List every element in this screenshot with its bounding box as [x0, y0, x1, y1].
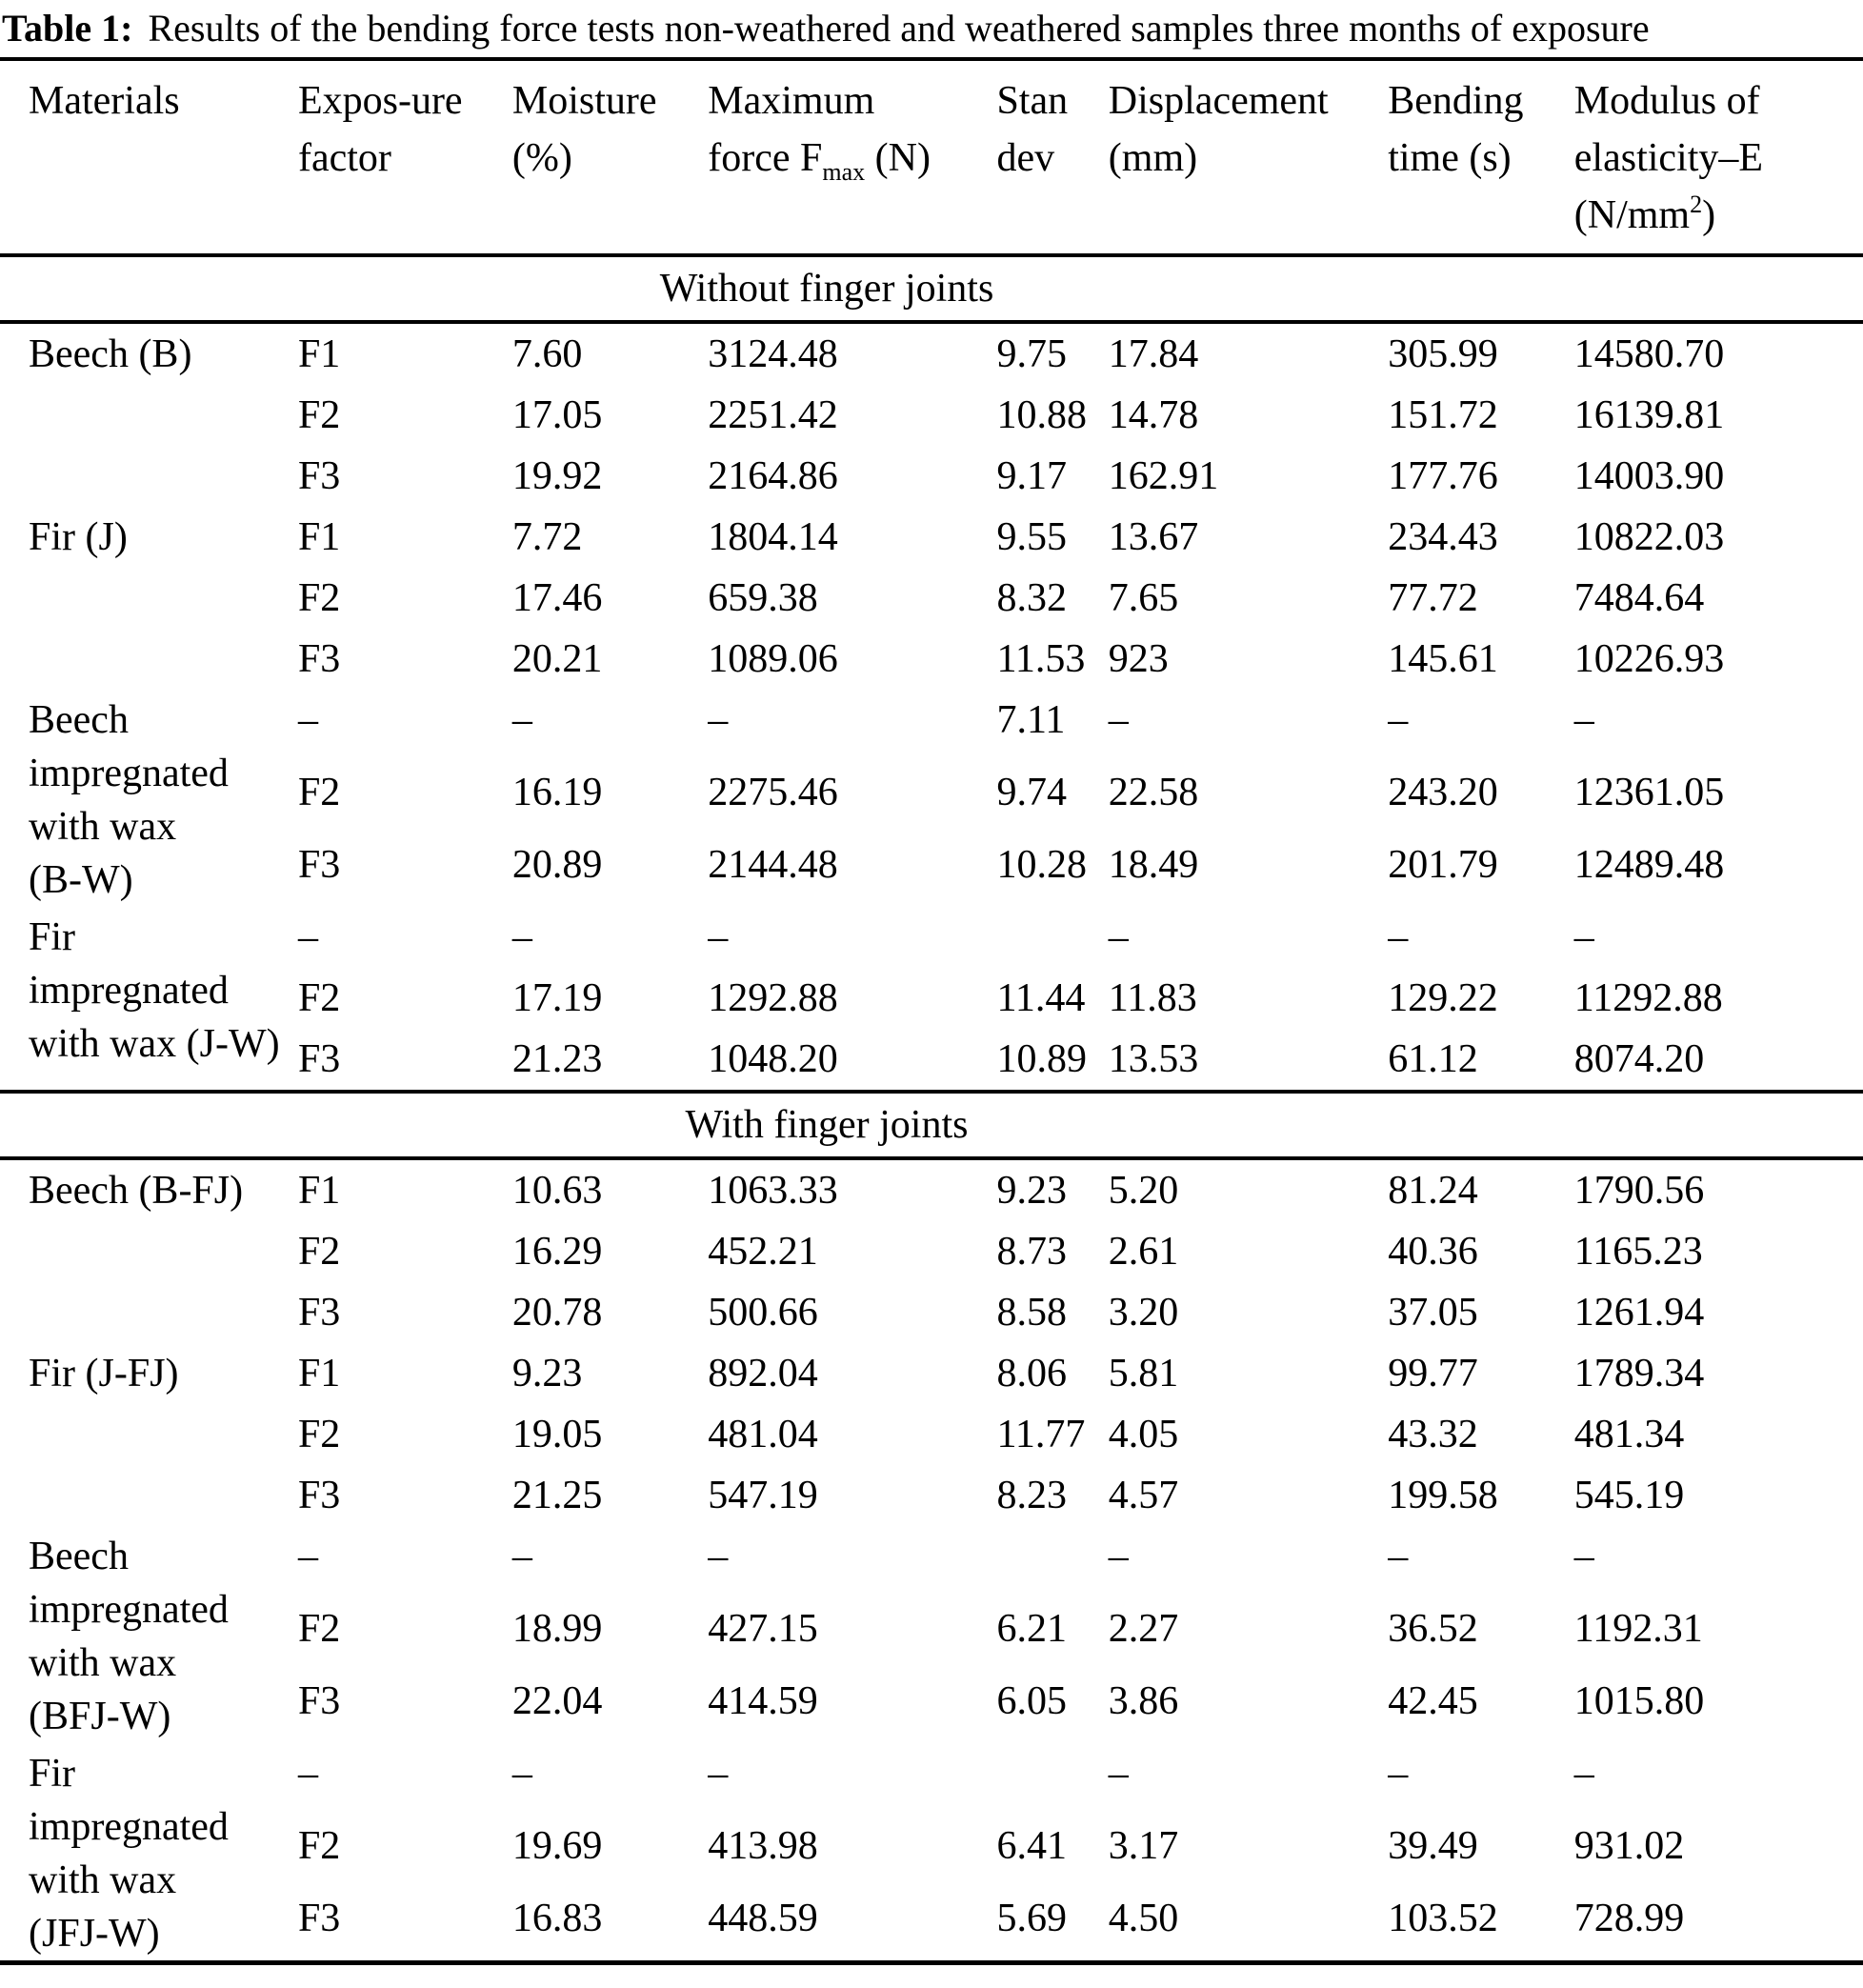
material-name-line: with wax [29, 1858, 177, 1902]
cell-bending-time: 201.79 [1388, 843, 1498, 887]
cell-modulus: 8074.20 [1573, 1037, 1705, 1081]
cell-displacement: 3.86 [1108, 1679, 1179, 1723]
cell-displacement: 162.91 [1108, 454, 1219, 498]
cell-modulus: 12489.48 [1573, 843, 1725, 887]
material-name-line: impregnated [29, 969, 229, 1013]
cell-max-force: 2251.42 [708, 393, 838, 437]
cell-moisture: 17.05 [511, 393, 603, 437]
cell-stan-dev: 9.17 [996, 454, 1067, 498]
cell-modulus: 1261.94 [1573, 1291, 1705, 1335]
cell-moisture: 20.78 [511, 1291, 603, 1335]
cell-factor: – [297, 1535, 318, 1578]
col-header-materials [0, 59, 298, 255]
cell-max-force: 892.04 [708, 1352, 818, 1396]
cell-bending-time: 61.12 [1388, 1037, 1478, 1081]
col-header-label: dev [996, 136, 1055, 180]
material-name-line: Beech (B) [29, 332, 192, 376]
cell-modulus: 16139.81 [1573, 393, 1725, 437]
cell-factor: F1 [297, 1169, 341, 1213]
cell-stan-dev: 8.73 [996, 1230, 1067, 1274]
section-header: Without finger joints [0, 255, 1863, 322]
cell-stan-dev [996, 1526, 1108, 1598]
cell-bending-time: 43.32 [1388, 1413, 1478, 1456]
col-header-label [1574, 187, 1863, 244]
cell-stan-dev: 7.11 [996, 698, 1066, 742]
cell-factor: F2 [297, 1413, 341, 1456]
cell-moisture: – [511, 1535, 532, 1578]
force-symbol-subscript: max [822, 158, 866, 186]
material-name-line: Beech (B-FJ) [29, 1169, 244, 1213]
col-header-displacement [1109, 59, 1388, 255]
force-symbol-pre: force F [708, 136, 823, 180]
cell-modulus: 11292.88 [1573, 976, 1723, 1020]
cell-factor: F3 [297, 1037, 341, 1081]
cell-stan-dev: 9.75 [996, 332, 1067, 376]
section-header: With finger joints [0, 1092, 1863, 1158]
col-header-label: Stan [996, 79, 1069, 123]
cell-max-force: 2275.46 [708, 771, 838, 814]
cell-stan-dev: 9.55 [996, 515, 1067, 559]
cell-factor: F3 [297, 1291, 341, 1335]
col-header-label: Materials [29, 79, 180, 123]
material-name-line: impregnated [29, 1805, 229, 1849]
col-header-max-force [708, 59, 996, 255]
cell-displacement: 3.17 [1108, 1823, 1179, 1868]
cell-modulus: 931.02 [1573, 1823, 1685, 1868]
cell-factor: F3 [297, 1896, 341, 1940]
data-row [0, 690, 1863, 762]
cell-displacement: 13.53 [1108, 1037, 1199, 1081]
cell-modulus: 10226.93 [1573, 637, 1725, 681]
cell-stan-dev: 11.44 [996, 976, 1086, 1020]
cell-max-force: 448.59 [708, 1896, 818, 1940]
cell-factor: F2 [297, 1823, 341, 1868]
cell-factor: F1 [297, 332, 341, 376]
cell-max-force: 452.21 [708, 1230, 818, 1274]
cell-factor: F2 [297, 1607, 341, 1651]
cell-moisture: 7.60 [511, 332, 583, 376]
cell-max-force: 547.19 [708, 1474, 818, 1517]
col-header-label: Expos-ure [297, 79, 463, 123]
data-row [0, 1743, 1863, 1816]
cell-displacement: 22.58 [1108, 771, 1199, 814]
cell-stan-dev: 8.06 [996, 1352, 1067, 1396]
cell-stan-dev [996, 1743, 1108, 1816]
data-row [0, 322, 1863, 385]
cell-bending-time: 177.76 [1388, 454, 1498, 498]
cell-modulus: 1789.34 [1573, 1352, 1705, 1396]
cell-max-force: 1804.14 [708, 515, 838, 559]
material-name-cell [0, 1343, 298, 1526]
cell-modulus: 481.34 [1573, 1413, 1685, 1456]
cell-modulus: 1192.31 [1573, 1607, 1703, 1651]
cell-modulus: 7484.64 [1573, 576, 1705, 620]
material-name-line: impregnated [29, 752, 229, 795]
cell-factor: F2 [297, 576, 341, 620]
cell-moisture: – [511, 1752, 532, 1796]
cell-bending-time: 243.20 [1388, 771, 1498, 814]
cell-displacement: – [1108, 1752, 1129, 1796]
material-name-line: Fir (J) [29, 515, 128, 559]
col-header-label: Moisture [511, 79, 657, 123]
cell-stan-dev: 11.53 [996, 637, 1086, 681]
cell-displacement: – [1108, 915, 1129, 959]
cell-bending-time: 305.99 [1388, 332, 1498, 376]
section-header-row [0, 255, 1863, 322]
cell-max-force: 481.04 [708, 1413, 818, 1456]
cell-stan-dev: 8.32 [996, 576, 1067, 620]
cell-displacement: 5.81 [1108, 1352, 1179, 1396]
cell-stan-dev: 5.69 [996, 1896, 1067, 1940]
col-header-label: time (s) [1388, 136, 1512, 180]
cell-bending-time: 129.22 [1388, 976, 1498, 1020]
table-caption-text: Results of the bending force tests non-weathered and weathered samples three months of exposure [148, 7, 1650, 50]
cell-factor: F1 [297, 1352, 341, 1396]
material-name-line: (B-W) [29, 858, 133, 902]
cell-modulus: – [1573, 1535, 1594, 1578]
data-row [0, 1526, 1863, 1598]
cell-stan-dev: 9.23 [996, 1169, 1067, 1213]
col-header-label: (%) [511, 136, 572, 180]
cell-max-force: 1292.88 [708, 976, 838, 1020]
cell-moisture: 21.23 [511, 1037, 603, 1081]
cell-displacement: 5.20 [1108, 1169, 1179, 1213]
col-header-bending-time [1388, 59, 1574, 255]
cell-max-force: 2144.48 [708, 843, 838, 887]
cell-factor: F3 [297, 637, 341, 681]
table-caption-label: Table 1: [2, 7, 133, 50]
modulus-unit-superscript: 2 [1690, 191, 1703, 218]
cell-modulus: 1790.56 [1573, 1169, 1705, 1213]
col-header-stan-dev [996, 59, 1108, 255]
cell-stan-dev: 6.05 [996, 1679, 1067, 1723]
data-row [0, 907, 1863, 968]
cell-displacement: 3.20 [1108, 1291, 1179, 1335]
cell-bending-time: 42.45 [1388, 1679, 1478, 1723]
cell-stan-dev: 6.21 [996, 1607, 1067, 1651]
cell-factor: – [297, 698, 318, 742]
col-header-label: Modulus of [1573, 79, 1760, 123]
cell-stan-dev [996, 907, 1108, 968]
cell-moisture: 16.83 [511, 1896, 603, 1940]
cell-bending-time: 234.43 [1388, 515, 1498, 559]
cell-displacement: 2.27 [1108, 1607, 1179, 1651]
cell-bending-time: 81.24 [1388, 1169, 1478, 1213]
cell-max-force: 413.98 [708, 1823, 818, 1868]
cell-max-force: 427.15 [708, 1607, 818, 1651]
cell-displacement: 14.78 [1108, 393, 1199, 437]
cell-max-force: 3124.48 [708, 332, 838, 376]
cell-displacement: 4.50 [1108, 1896, 1179, 1940]
cell-modulus: 14580.70 [1573, 332, 1725, 376]
material-name-cell [0, 690, 298, 907]
material-name-cell [0, 1526, 298, 1743]
cell-moisture: 19.92 [511, 454, 603, 498]
cell-max-force: – [708, 1752, 729, 1796]
cell-displacement: 4.57 [1108, 1474, 1179, 1517]
cell-max-force: 414.59 [708, 1679, 818, 1723]
cell-moisture: 20.21 [511, 637, 603, 681]
cell-moisture: – [511, 698, 532, 742]
cell-bending-time: 99.77 [1388, 1352, 1478, 1396]
section-header-row [0, 1092, 1863, 1158]
material-name-cell [0, 322, 298, 507]
cell-bending-time: 145.61 [1388, 637, 1498, 681]
results-table [0, 57, 1863, 1965]
cell-moisture: 22.04 [511, 1679, 603, 1723]
cell-bending-time: 37.05 [1388, 1291, 1478, 1335]
col-header-label: elasticity–E [1573, 136, 1764, 180]
material-name-line: (JFJ-W) [29, 1912, 160, 1956]
cell-modulus: – [1573, 698, 1594, 742]
cell-factor: F2 [297, 771, 341, 814]
cell-stan-dev: 10.28 [996, 843, 1087, 887]
data-row [0, 1158, 1863, 1221]
cell-stan-dev: 8.23 [996, 1474, 1067, 1517]
cell-max-force: 500.66 [708, 1291, 818, 1335]
cell-displacement: 2.61 [1108, 1230, 1179, 1274]
cell-factor: F1 [297, 515, 341, 559]
cell-max-force: 1048.20 [708, 1037, 838, 1081]
cell-displacement: 13.67 [1108, 515, 1199, 559]
cell-modulus: 728.99 [1573, 1896, 1685, 1940]
cell-factor: F3 [297, 843, 341, 887]
cell-bending-time: 199.58 [1388, 1474, 1498, 1517]
material-name-line: with wax [29, 1641, 177, 1685]
col-header-modulus [1574, 59, 1863, 255]
material-name-line: Fir [29, 915, 76, 959]
cell-max-force: – [708, 1535, 729, 1578]
cell-factor: F3 [297, 1474, 341, 1517]
cell-bending-time: – [1388, 698, 1409, 742]
material-name-line: impregnated [29, 1588, 229, 1632]
data-row [0, 507, 1863, 568]
cell-displacement: – [1108, 698, 1129, 742]
cell-modulus: 12361.05 [1573, 771, 1725, 814]
cell-bending-time: – [1388, 1535, 1409, 1578]
cell-bending-time: 151.72 [1388, 393, 1498, 437]
cell-moisture: 16.19 [511, 771, 603, 814]
cell-max-force: 1089.06 [708, 637, 838, 681]
cell-moisture: 16.29 [511, 1230, 603, 1274]
cell-factor: – [297, 915, 318, 959]
cell-max-force: – [708, 698, 729, 742]
cell-moisture: – [511, 915, 532, 959]
modulus-unit-post: ) [1702, 193, 1716, 237]
col-header-label: factor [297, 136, 391, 180]
cell-stan-dev: 9.74 [996, 771, 1067, 814]
cell-factor: – [297, 1752, 318, 1796]
cell-displacement: 4.05 [1108, 1413, 1179, 1456]
cell-factor: F2 [297, 976, 341, 1020]
cell-modulus: 545.19 [1573, 1474, 1685, 1517]
cell-displacement: 11.83 [1108, 976, 1197, 1020]
col-header-label: Displacement [1108, 79, 1329, 123]
material-name-cell [0, 1743, 298, 1963]
cell-max-force: – [708, 915, 729, 959]
cell-moisture: 18.99 [511, 1607, 603, 1651]
cell-moisture: 19.05 [511, 1413, 603, 1456]
modulus-unit-pre: (N/mm [1573, 193, 1691, 237]
cell-displacement: 7.65 [1108, 576, 1179, 620]
cell-moisture: 10.63 [511, 1169, 603, 1213]
cell-factor: F2 [297, 1230, 341, 1274]
cell-modulus: 10822.03 [1573, 515, 1725, 559]
col-header-label: (mm) [1108, 136, 1198, 180]
cell-max-force: 659.38 [708, 576, 818, 620]
material-name-line: Fir [29, 1752, 76, 1796]
cell-stan-dev: 10.89 [996, 1037, 1087, 1081]
data-row [0, 1343, 1863, 1404]
col-header-exposure-factor [298, 59, 512, 255]
cell-bending-time: – [1388, 915, 1409, 959]
cell-stan-dev: 10.88 [996, 393, 1087, 437]
cell-max-force: 1063.33 [708, 1169, 838, 1213]
cell-factor: F3 [297, 454, 341, 498]
cell-moisture: 21.25 [511, 1474, 603, 1517]
cell-stan-dev: 11.77 [996, 1413, 1086, 1456]
cell-stan-dev: 6.41 [996, 1823, 1067, 1868]
cell-bending-time: 77.72 [1388, 576, 1478, 620]
cell-bending-time: 40.36 [1388, 1230, 1478, 1274]
material-name-line: (BFJ-W) [29, 1695, 171, 1738]
col-header-moisture [512, 59, 708, 255]
cell-modulus: – [1573, 1752, 1594, 1796]
cell-bending-time: 36.52 [1388, 1607, 1478, 1651]
cell-modulus: – [1573, 915, 1594, 959]
cell-displacement: 17.84 [1108, 332, 1199, 376]
cell-moisture: 7.72 [511, 515, 583, 559]
material-name-line: with wax (J-W) [29, 1022, 280, 1066]
cell-factor: F2 [297, 393, 341, 437]
cell-displacement: – [1108, 1535, 1129, 1578]
col-header-label: Bending [1388, 79, 1524, 123]
cell-stan-dev: 8.58 [996, 1291, 1067, 1335]
force-unit: (N) [865, 136, 931, 180]
cell-modulus: 1015.80 [1573, 1679, 1705, 1723]
cell-moisture: 19.69 [511, 1823, 603, 1868]
cell-max-force: 2164.86 [708, 454, 838, 498]
cell-moisture: 9.23 [511, 1352, 583, 1396]
cell-moisture: 17.46 [511, 576, 603, 620]
cell-bending-time: – [1388, 1752, 1409, 1796]
cell-bending-time: 39.49 [1388, 1823, 1478, 1868]
material-name-line: Beech [29, 1535, 129, 1578]
material-name-cell [0, 507, 298, 690]
cell-moisture: 17.19 [511, 976, 603, 1020]
col-header-label [708, 130, 996, 187]
cell-bending-time: 103.52 [1388, 1896, 1498, 1940]
material-name-cell [0, 907, 298, 1092]
header-row [0, 59, 1863, 255]
material-name-line: with wax [29, 805, 177, 849]
cell-modulus: 14003.90 [1573, 454, 1725, 498]
material-name-line: Beech [29, 698, 129, 742]
material-name-cell [0, 1158, 298, 1343]
cell-factor: F3 [297, 1679, 341, 1723]
col-header-label: Maximum [708, 79, 875, 123]
cell-displacement: 18.49 [1108, 843, 1199, 887]
material-name-line: Fir (J-FJ) [29, 1352, 179, 1396]
cell-displacement: 923 [1108, 637, 1169, 681]
table-caption [0, 2, 1863, 55]
cell-moisture: 20.89 [511, 843, 603, 887]
cell-modulus: 1165.23 [1573, 1230, 1703, 1274]
